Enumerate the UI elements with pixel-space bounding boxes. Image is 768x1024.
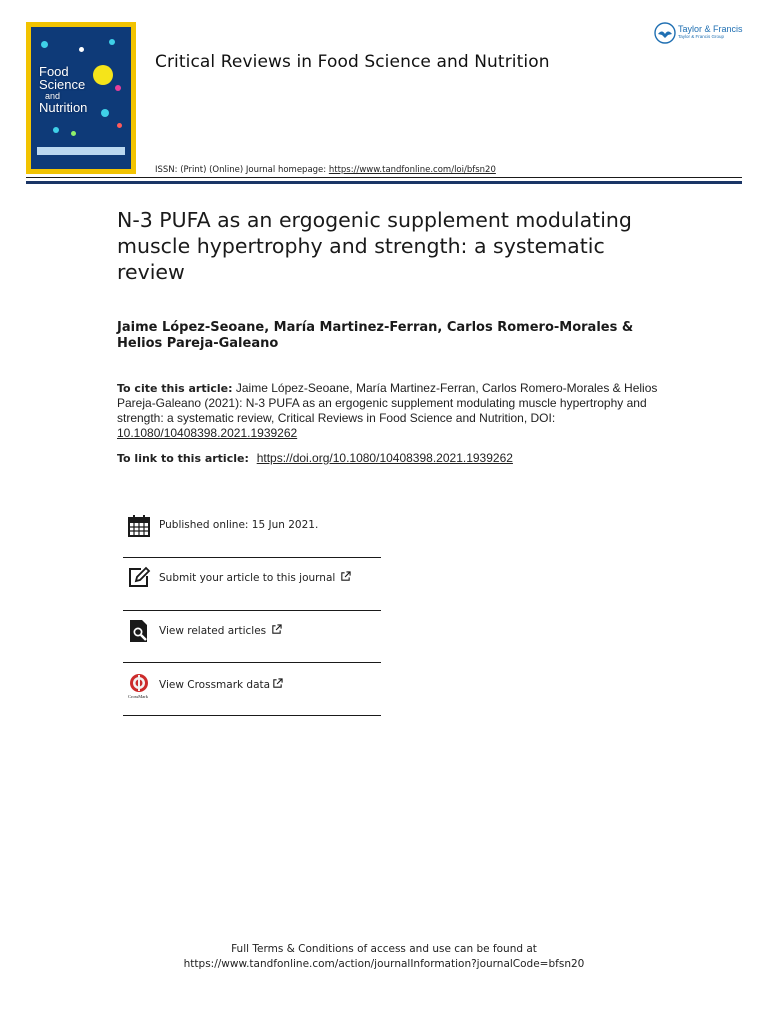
info-divider: [123, 715, 381, 716]
submit-article-link[interactable]: Submit your article to this journal: [159, 571, 351, 584]
cite-label: To cite this article:: [117, 382, 233, 395]
article-authors: [117, 320, 637, 352]
published-row: [123, 514, 381, 566]
journal-cover-image: [26, 22, 136, 174]
external-link-icon: [272, 678, 283, 689]
external-link-icon: [271, 624, 282, 635]
cover-art: [31, 27, 131, 169]
article-link-line: [117, 451, 677, 465]
info-divider: [123, 610, 381, 611]
issn-text: ISSN: (Print) (Online) Journal homepage:: [155, 165, 329, 175]
issn-line: [155, 165, 496, 175]
link-label: To link to this article:: [117, 452, 253, 465]
header-divider-thick: [26, 181, 742, 184]
info-divider: [123, 557, 381, 558]
cover-title: Food Science and Nutrition: [39, 64, 88, 115]
authors-line-1: Jaime López-Seoane, María Martinez-Ferran, Carlos Romero-Morales &: [117, 320, 634, 335]
header-divider-thin: [26, 177, 742, 178]
journal-homepage-link[interactable]: https://www.tandfonline.com/loi/bfsn20: [328, 165, 496, 175]
citation-block: [117, 381, 677, 441]
related-articles-link[interactable]: View related articles: [159, 624, 282, 637]
cite-doi-link[interactable]: 10.1080/10408398.2021.1939262: [117, 426, 298, 440]
crossmark-badge-label: CrossMark: [128, 694, 148, 699]
authors-line-2: Helios Pareja-Galeano: [117, 336, 279, 351]
search-document-icon: [127, 619, 151, 643]
cover-band: [37, 147, 125, 155]
related-articles-row[interactable]: [123, 619, 381, 671]
external-link-icon: [340, 571, 351, 582]
article-title: N-3 PUFA as an ergogenic supplement modulating muscle hypertrophy and strength: a systematic review: [117, 208, 632, 284]
tf-logo-icon: [654, 22, 676, 44]
published-date: Published online: 15 Jun 2021.: [159, 519, 319, 531]
edit-icon: [127, 566, 151, 590]
publisher-logo[interactable]: [654, 22, 743, 48]
publisher-sub: Taylor & Francis Group: [678, 34, 725, 39]
cite-text: Jaime López-Seoane, María Martinez-Ferran, Carlos Romero-Morales & Helios Pareja-Galeano (2021): N-3 PUFA as an ergogenic supplement modulating muscle hypertrophy and strength: a systematic review, Critical Reviews in Food Science and Nutrition, DOI:: [117, 381, 658, 425]
crossmark-row[interactable]: [123, 673, 381, 725]
journal-title[interactable]: Critical Reviews in Food Science and Nutrition: [155, 52, 550, 72]
info-divider: [123, 662, 381, 663]
footer-line-1: Full Terms & Conditions of access and use can be found at: [231, 943, 537, 955]
calendar-icon: [127, 514, 151, 538]
publisher-name: Taylor & Francis: [678, 24, 743, 34]
article-doi-link[interactable]: https://doi.org/10.1080/10408398.2021.1939262: [256, 451, 513, 465]
footer-terms: [0, 942, 768, 972]
crossmark-link[interactable]: View Crossmark data: [159, 678, 283, 691]
footer-terms-link[interactable]: https://www.tandfonline.com/action/journalInformation?journalCode=bfsn20: [183, 958, 585, 970]
